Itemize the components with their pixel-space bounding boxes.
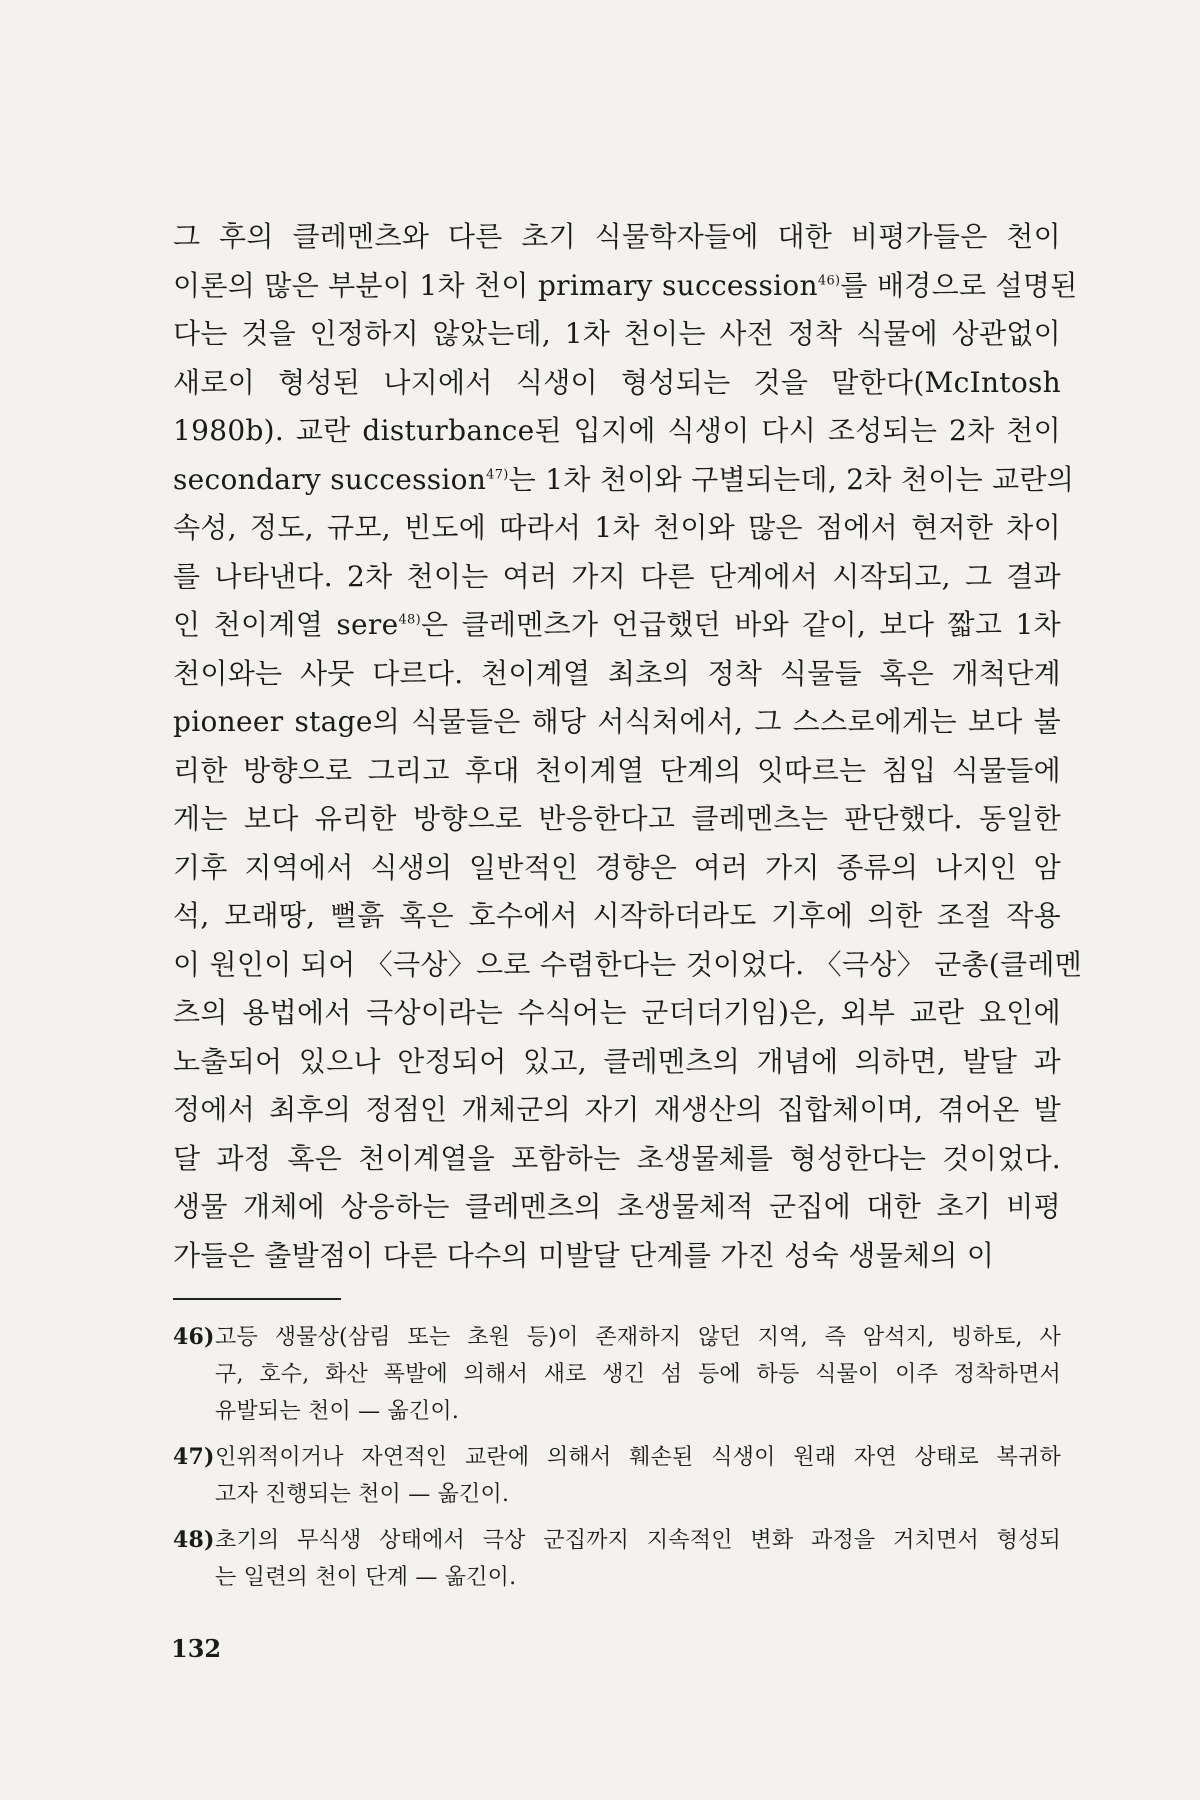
body-line: pioneer stage의 식물들은 해당 서식처에서, 그 스스로에게는 보다 불 xyxy=(173,705,1061,738)
footnote-line: 초기의 무식생 상태에서 극상 군집까지 지속적인 변화 과정을 거치면서 형성되 xyxy=(215,1528,1061,1553)
footnote-number: 47) xyxy=(173,1444,215,1470)
body-line: 천이와는 사뭇 다르다. 천이계열 최초의 정착 식물들 혹은 개척단계 xyxy=(173,656,1061,690)
footnote-marker-46[interactable]: 46) xyxy=(817,273,841,289)
footnote-text xyxy=(215,1319,1061,1430)
footnote-line: 고등 생물상(삼림 또는 초원 등)이 존재하지 않던 지역, 즉 암석지, 빙하토, 사 xyxy=(215,1325,1061,1350)
footnote-line: 구, 호수, 화산 폭발에 의해서 새로 생긴 섬 등에 하등 식물이 이주 정착하면서 xyxy=(215,1362,1061,1387)
body-line: 새로이 형성된 나지에서 식생이 형성되는 것을 말한다(McIntosh xyxy=(173,365,1061,399)
body-line: 속성, 정도, 규모, 빈도에 따라서 1차 천이와 많은 점에서 현저한 차이 xyxy=(173,511,1061,544)
footnote-number: 46) xyxy=(173,1324,215,1350)
footnote-text xyxy=(215,1522,1061,1596)
body-line: 를 나타낸다. 2차 천이는 여러 가지 다른 단계에서 시작되고, 그 결과 xyxy=(173,559,1061,593)
body-line: 1980b). 교란 disturbance된 입지에 식생이 다시 조성되는 2차 천이 xyxy=(173,414,1061,447)
footnote-48 xyxy=(173,1522,1061,1596)
footnote-46 xyxy=(173,1319,1061,1430)
body-line: 게는 보다 유리한 방향으로 반응한다고 클레멘츠는 판단했다. 동일한 xyxy=(173,802,1061,835)
page-number: 132 xyxy=(171,1634,222,1663)
body-line: 기후 지역에서 식생의 일반적인 경향은 여러 가지 종류의 나지인 암 xyxy=(173,850,1061,884)
footnote-text xyxy=(215,1439,1061,1513)
body-line: 그 후의 클레멘츠와 다른 초기 식물학자들에 대한 비평가들은 천이 xyxy=(173,220,1061,253)
footnote-47 xyxy=(173,1439,1061,1513)
body-line: 달 과정 혹은 천이계열을 포함하는 초생물체를 형성한다는 것이었다. xyxy=(173,1141,1061,1175)
body-line: 이론의 많은 부분이 1차 천이 primary succession$^{46)}$를 배경으로 설명된 xyxy=(173,268,1078,302)
footnote-line: 는 일련의 천이 단계 — 옮긴이. xyxy=(215,1565,517,1590)
body-line: 이 원인이 되어 〈극상〉으로 수렴한다는 것이었다. 〈극상〉 군총(클레멘 xyxy=(173,947,1083,981)
footnote-marker-47[interactable]: 47) xyxy=(486,467,509,483)
footnote-line: 고자 진행되는 천이 — 옮긴이. xyxy=(215,1482,510,1507)
footnote-number: 48) xyxy=(173,1527,215,1553)
footnotes xyxy=(173,1319,1061,1605)
footnote-marker-48[interactable]: 48) xyxy=(398,612,421,628)
body-line: secondary succession$^{47)}$는 1차 천이와 구별되는데, 2차 천이는 교란의 xyxy=(173,462,1075,496)
body-line: 리한 방향으로 그리고 후대 천이계열 단계의 잇따르는 침입 식물들에 xyxy=(173,753,1061,787)
body-text xyxy=(173,213,1083,1280)
body-line: 츠의 용법에서 극상이라는 수식어는 군더더기임)은, 외부 교란 요인에 xyxy=(173,996,1061,1029)
body-line: 가들은 출발점이 다른 다수의 미발달 단계를 가진 성숙 생물체의 이 xyxy=(173,1238,995,1272)
body-line: 정에서 최후의 정점인 개체군의 자기 재생산의 집합체이며, 겪어온 발 xyxy=(173,1093,1061,1126)
footnote-line: 인위적이거나 자연적인 교란에 의해서 훼손된 식생이 원래 자연 상태로 복귀하 xyxy=(215,1445,1061,1470)
body-line: 다는 것을 인정하지 않았는데, 1차 천이는 사전 정착 식물에 상관없이 xyxy=(173,317,1061,350)
body-line: 생물 개체에 상응하는 클레멘츠의 초생물체적 군집에 대한 초기 비평 xyxy=(173,1190,1061,1223)
footnote-line: 유발되는 천이 — 옮긴이. xyxy=(215,1399,460,1424)
body-line: 노출되어 있으나 안정되어 있고, 클레멘츠의 개념에 의하면, 발달 과 xyxy=(173,1044,1061,1078)
footnote-divider xyxy=(173,1298,341,1300)
body-line: 석, 모래땅, 뻘흙 혹은 호수에서 시작하더라도 기후에 의한 조절 작용 xyxy=(173,899,1061,932)
body-line: 인 천이계열 sere$^{48)}$은 클레멘츠가 언급했던 바와 같이, 보다 짧고 1차 xyxy=(173,608,1061,641)
